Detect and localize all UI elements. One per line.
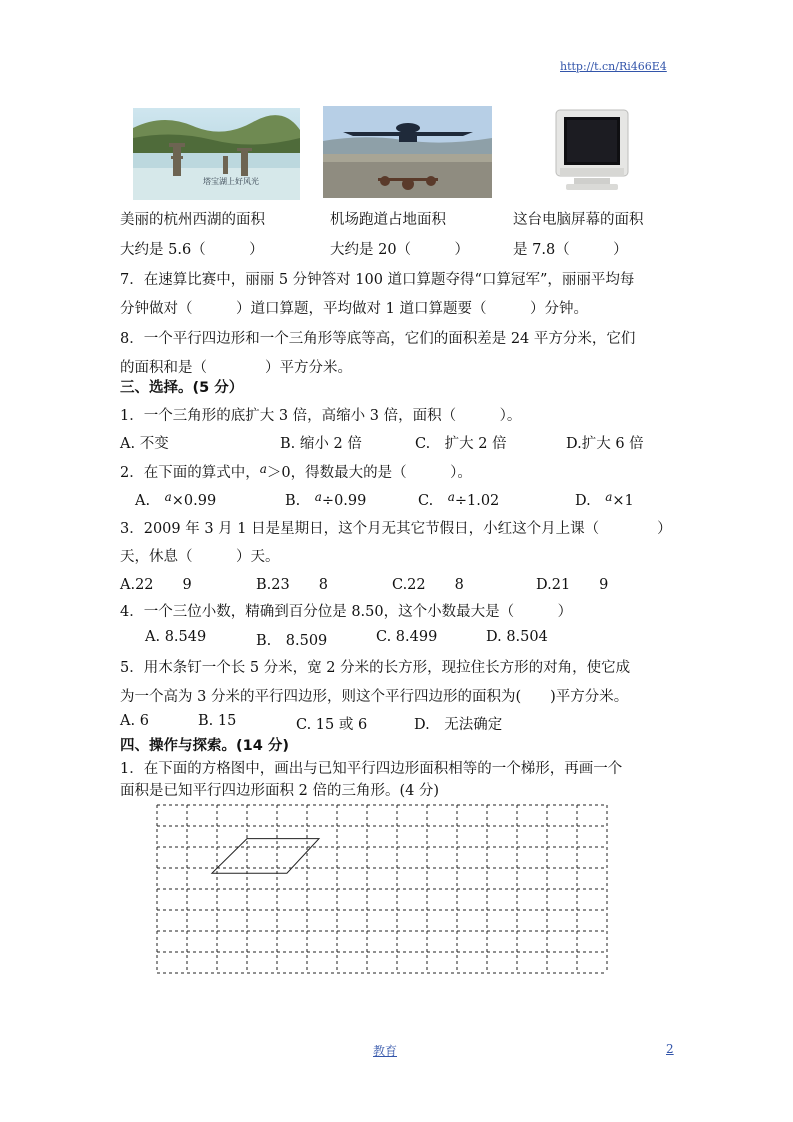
s3q3-option-b: B.23 8 xyxy=(256,577,328,593)
s3q4-option-c: C. 8.499 xyxy=(376,629,438,645)
caption-monitor: 这台电脑屏幕的面积 xyxy=(513,212,644,228)
s3q2-option-b: B. $^a$÷0.99 xyxy=(285,490,367,509)
answer-west-lake: 大约是 5.6（ ） xyxy=(120,242,264,258)
caption-west-lake: 美丽的杭州西湖的面积 xyxy=(120,212,265,228)
footer-link[interactable]: 教育 xyxy=(373,1044,398,1058)
computer-monitor-photo xyxy=(552,108,632,194)
s3q4-option-d: D. 8.504 xyxy=(486,629,548,645)
s3q2-stem-pre: 2．在下面的算式中， xyxy=(120,465,260,481)
s3q5-line2: 为一个高为 3 分米的平行四边形，则这个平行四边形的面积为( )平方分米。 xyxy=(120,689,629,705)
s3q3-option-d: D.21 9 xyxy=(536,577,609,593)
section3-title: 三、选择。(5 分） xyxy=(120,380,244,396)
s4q1-line1: 1．在下面的方格图中，画出与已知平行四边形面积相等的一个梯形，再画一个 xyxy=(120,761,623,777)
photo-overlay-text: 塔宝湖上好风光 xyxy=(203,177,259,186)
airport-runway-photo xyxy=(323,106,492,198)
s3q2-option-d: D. $^a$×1 xyxy=(575,490,634,509)
variable-a: a xyxy=(259,462,267,476)
s3q1-option-a: A. 不变 xyxy=(120,436,169,452)
s3q1-option-c: C. 扩大 2 倍 xyxy=(415,436,507,452)
q7-line2: 分钟做对（ ）道口算题，平均做对 1 道口算题要（ ）分钟。 xyxy=(120,301,588,317)
answer-monitor: 是 7.8（ ） xyxy=(513,242,628,258)
page-number: 2 xyxy=(666,1042,674,1056)
s3q5-option-d: D. 无法确定 xyxy=(414,717,503,733)
s3q3-option-a: A.22 9 xyxy=(120,577,192,593)
s3q2-stem xyxy=(120,461,472,482)
s3q5-option-c: C. 15 或 6 xyxy=(296,717,368,733)
s3q3-line2: 天，休息（ ）天。 xyxy=(120,549,280,565)
caption-runway: 机场跑道占地面积 xyxy=(330,212,446,228)
q7-line1: 7．在速算比赛中，丽丽 5 分钟答对 100 道口算题夺得“口算冠军”，丽丽平均每 xyxy=(120,272,635,288)
s3q1-stem: 1．一个三角形的底扩大 3 倍，高缩小 3 倍，面积（ ）。 xyxy=(120,408,522,424)
s3q3-option-c: C.22 8 xyxy=(392,577,464,593)
s3q2-option-c: C. $^a$÷1.02 xyxy=(418,490,500,509)
s3q5-option-b: B. 15 xyxy=(198,713,237,729)
header-url[interactable]: http://t.cn/Ri466E4 xyxy=(560,60,667,73)
s3q1-option-d: D.扩大 6 倍 xyxy=(566,436,644,452)
s3q4-option-a: A. 8.549 xyxy=(145,629,207,645)
q8-line2: 的面积和是（ ）平方分米。 xyxy=(120,360,352,376)
west-lake-photo xyxy=(133,108,300,200)
answer-runway: 大约是 20（ ） xyxy=(330,242,470,258)
s3q4-stem: 4．一个三位小数，精确到百分位是 8.50，这个小数最大是（ ） xyxy=(120,604,573,620)
s3q1-option-b: B. 缩小 2 倍 xyxy=(280,436,362,452)
section4-title: 四、操作与探索。(14 分) xyxy=(120,738,289,754)
s3q3-line1: 3．2009 年 3 月 1 日是星期日，这个月无其它节假日，小红这个月上课（ ） xyxy=(120,521,672,537)
s3q5-option-a: A. 6 xyxy=(120,713,149,729)
q8-line1: 8．一个平行四边形和一个三角形等底等高，它们的面积差是 24 平方分米，它们 xyxy=(120,331,636,347)
s4q1-line2: 面积是已知平行四边形面积 2 倍的三角形。(4 分) xyxy=(120,783,440,799)
dotted-grid[interactable] xyxy=(155,802,615,976)
s3q4-option-b: B. 8.509 xyxy=(256,633,328,649)
s3q5-line1: 5．用木条钉一个长 5 分米，宽 2 分米的长方形，现拉住长方形的对角，使它成 xyxy=(120,660,631,676)
s3q2-option-a: A. $^a$×0.99 xyxy=(135,490,217,509)
s3q2-stem-post: ＞0，得数最大的是（ ）。 xyxy=(266,465,472,481)
